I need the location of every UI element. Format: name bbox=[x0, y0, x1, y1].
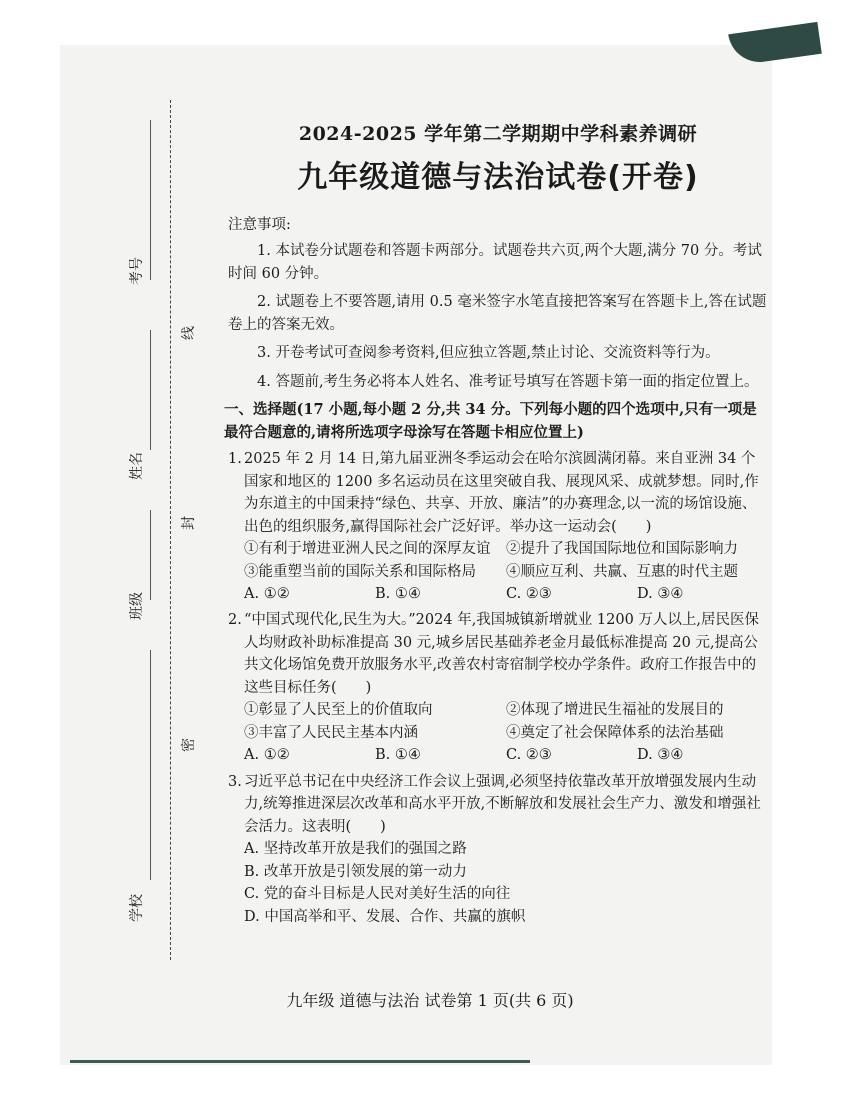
notice-item: 3. 开卷考试可查阅参考资料,但应独立答题,禁止讨论、交流资料等行为。 bbox=[257, 345, 720, 362]
choice: B. ①④ bbox=[375, 585, 421, 602]
statement: ④顺应互利、共赢、互惠的时代主题 bbox=[506, 563, 738, 580]
question-number: 1. bbox=[228, 451, 242, 468]
notice-item: 4. 答题前,考生务必将本人姓名、准考证号填写在答题卡第一面的指定位置上。 bbox=[257, 373, 759, 390]
question-3 bbox=[228, 771, 768, 928]
exam-no-label: 考号 bbox=[129, 257, 145, 285]
choice: A. ①② bbox=[244, 747, 290, 764]
notice-heading: 注意事项: bbox=[228, 216, 291, 233]
statement: ①有利于增进亚洲人民之间的深厚友谊 bbox=[244, 541, 491, 558]
notice-item: 2. 试题卷上不要答题,请用 0.5 毫米签字水笔直接把答案写在答题卡上,答在试题卷上的答案无效。 bbox=[228, 294, 767, 333]
choice: B. ①④ bbox=[375, 747, 421, 764]
choice: C. ②③ bbox=[506, 747, 552, 764]
choice: D. ③④ bbox=[637, 585, 684, 602]
page-footer: 九年级 道德与法治 试卷第 1 页(共 6 页) bbox=[286, 991, 574, 1010]
seal-feng: 封 bbox=[181, 516, 197, 530]
choice: B. 改革开放是引领发展的第一动力 bbox=[244, 863, 467, 880]
choice: A. 坚持改革开放是我们的强国之路 bbox=[244, 841, 467, 858]
statement: ①彰显了人民至上的价值取向 bbox=[244, 702, 433, 719]
seal-xian: 线 bbox=[181, 326, 197, 340]
question-2 bbox=[228, 609, 768, 766]
name-line bbox=[150, 330, 151, 450]
school-label: 学校 bbox=[129, 894, 145, 922]
scan-edge-line bbox=[70, 1060, 530, 1063]
class-line bbox=[150, 510, 151, 600]
question-stem: “中国式现代化,民生为大。”2024 年,我国城镇新增就业 1200 万人以上,居民医保人均财政补助标准提高 30 元,城乡居民基础养老金月最低标准提高 20 元,提高公共文化场馆免费开放服务水平,改善农村寄宿制学校办学条件。政府工作报告中的这些目标任务( ) bbox=[244, 612, 760, 696]
question-number: 3. bbox=[228, 773, 242, 790]
binding-dashed-line bbox=[170, 100, 171, 960]
school-line bbox=[150, 650, 151, 880]
statement: ②体现了增进民生福祉的发展目的 bbox=[506, 702, 724, 719]
choice: C. ②③ bbox=[506, 585, 552, 602]
class-label: 班级 bbox=[129, 592, 145, 620]
choice: D. ③④ bbox=[637, 747, 684, 764]
notice-item: 1. 本试卷分试题卷和答题卡两部分。试题卷共六页,两个大题,满分 70 分。考试时间 60 分钟。 bbox=[228, 243, 762, 282]
choice: C. 党的奋斗目标是人民对美好生活的向往 bbox=[244, 886, 511, 903]
choice: A. ①② bbox=[244, 585, 290, 602]
question-stem: 习近平总书记在中央经济工作会议上强调,必须坚持依靠改革开放增强发展内生动力,统筹推进深层次改革和高水平开放,不断解放和发展社会生产力、激发和增强社会活力。这表明( ) bbox=[244, 773, 761, 835]
statement: ②提升了我国国际地位和国际影响力 bbox=[506, 541, 738, 558]
question-stem: 2025 年 2 月 14 日,第九届亚洲冬季运动会在哈尔滨圆满闭幕。来自亚洲 34 个国家和地区的 1200 多名运动员在这里突破自我、展现风采、成就梦想。同时,作为东道主的中国秉持“绿色、共享、开放、廉洁”的办赛理念,以一流的场馆设施、出色的组织服务,赢得国际社会广泛好评。举办这一运动会( ) bbox=[244, 451, 759, 535]
question-number: 2. bbox=[228, 612, 242, 629]
exam-title: 九年级道德与法治试卷(开卷) bbox=[297, 160, 699, 196]
exam-no-line bbox=[150, 120, 151, 280]
exam-subtitle: 2024-2025 学年第二学期期中学科素养调研 bbox=[298, 123, 698, 145]
statement: ③丰富了人民民主基本内涵 bbox=[244, 724, 418, 741]
statement: ④奠定了社会保障体系的法治基础 bbox=[506, 724, 724, 741]
question-1 bbox=[228, 448, 768, 605]
exam-content bbox=[224, 120, 768, 928]
section-heading: 一、选择题(17 小题,每小题 2 分,共 34 分。下列每小题的四个选项中,只有一项是最符合题意的,请将所选项字母涂写在答题卡相应位置上) bbox=[224, 401, 757, 441]
seal-mi: 密 bbox=[181, 738, 197, 752]
choice: D. 中国高举和平、发展、合作、共赢的旗帜 bbox=[244, 908, 526, 925]
name-label: 姓名 bbox=[129, 452, 145, 480]
statement: ③能重塑当前的国际关系和国际格局 bbox=[244, 563, 476, 580]
